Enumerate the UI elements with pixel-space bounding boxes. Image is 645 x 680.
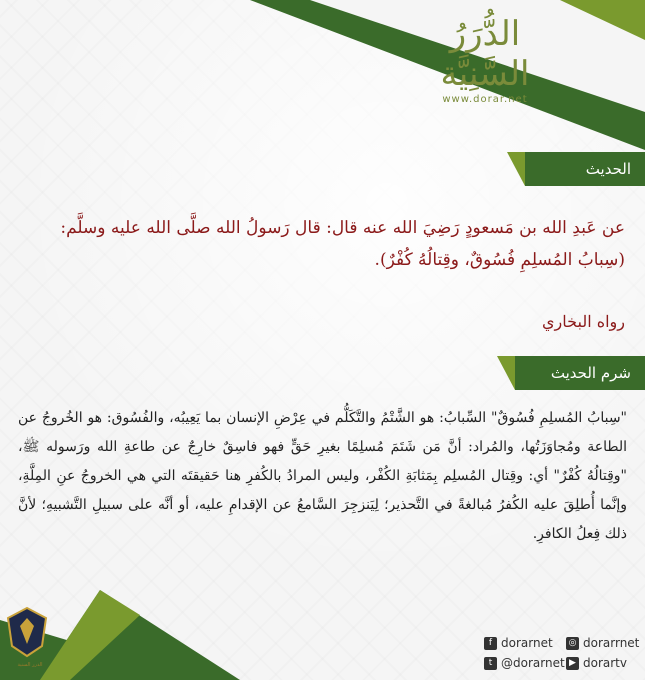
social-youtube[interactable] [566,656,627,670]
hadith-narrator: رواه البخاري [542,312,625,331]
instagram-icon: ◎ [566,637,579,650]
social-instagram[interactable] [566,636,639,650]
hadith-section-label: الحديث [585,160,631,178]
youtube-handle: dorartv [583,656,627,670]
dorar-logo [405,14,565,105]
emblem-text: الدرر السنية [17,662,43,668]
twitter-icon: t [484,657,497,670]
logo-title: الدُّرَرُ السَّنِيَّة [440,14,530,94]
instagram-handle: dorarrnet [583,636,640,650]
hadith-section-header [525,152,645,186]
social-twitter[interactable] [484,656,565,670]
facebook-icon: f [484,637,497,650]
facebook-handle: dorarnet [501,636,553,650]
sharh-section-header [515,356,645,390]
youtube-icon: ▶ [566,657,579,670]
sharh-section-label: شرم الحديث [550,364,631,382]
sharh-text: "سِبابُ المُسلِمِ فُسُوقٌ" السِّبابُ: هو الشَّتْمُ والتَّكَلُّم في عِرْضِ الإنسان بما يَعِيبُه، والفُسُوق: هو الخُروجُ عن الطاعة ومُجاوَزَتُها، والمُراد: أنَّ مَن شَتَمَ مُسلِمًا بغيرِ حَقٍّ فهو فاسِقٌ خارِجٌ عن طاعةِ الله ورَسوله ﷺ، "وقِتالُهُ كُفْرٌ" أي: وقِتال المُسلِم بِمَثابَةِ الكُفْر، وليس المرادُ بالكُفرِ هنا حَقيقتَه التي هي الخروجُ عنِ المِلَّةِ، وإنَّما أُطلِقَ عليه الكُفرُ مُبالغةً في التَّحذير؛ لِيَنزجِرَ السَّامعُ عن الإقدامِ عليه، أو أنَّه على سبيلِ التَّشبيهِ؛ لأنَّ ذلك فِعلُ الكافرِ. [18,410,627,542]
header-stripe [507,152,525,186]
social-facebook[interactable] [484,636,553,650]
hadith-text: عن عَبدِ الله بن مَسعودٍ رَضِيَ الله عنه قال: قال رَسولُ الله صلَّى الله عليه وسلَّم: (سِبابُ المُسلِمِ فُسُوقٌ، وقِتالُهُ كُفْرٌ). [60,218,625,270]
header-stripe [497,356,515,390]
logo-url: www.dorar.net [442,94,528,105]
twitter-handle: @dorarnet [501,656,565,670]
emblem-icon [4,606,50,658]
